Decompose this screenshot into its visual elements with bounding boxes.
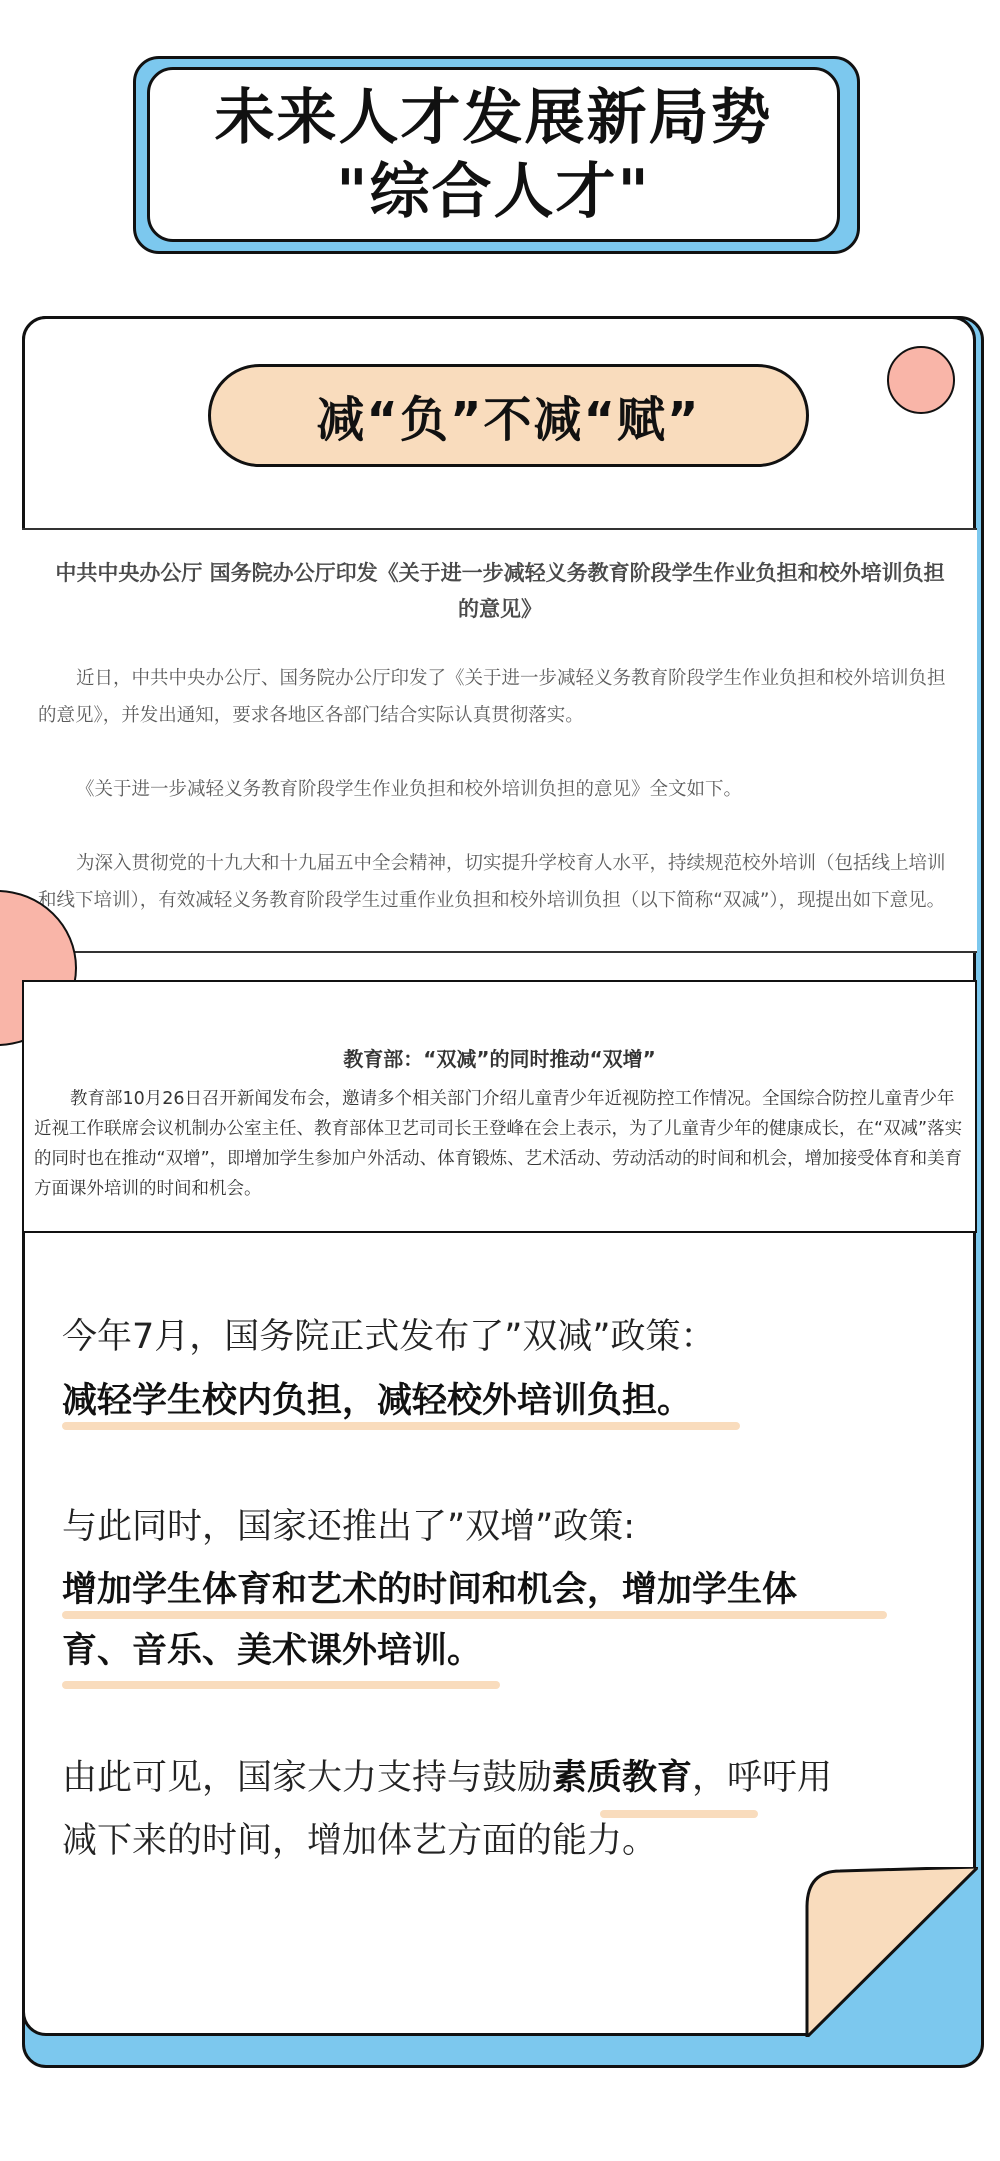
decorative-circle-top-right xyxy=(887,346,955,414)
keyword-quality-education: 素质教育 xyxy=(552,1758,693,1798)
page-title-line1: 未来人才发展新局势 xyxy=(214,82,773,153)
body-paragraph-2-intro: 与此同时，国家还推出了”双增”政策: xyxy=(62,1507,636,1547)
news-excerpt-body: 教育部10月26日召开新闻发布会，邀请多个相关部门介绍儿童青少年近视防控工作情况。全国综合防控儿童青少年近视工作联席会议机制办公室主任、教育部体卫艺司司长王登峰在会上表示，为了儿童青少年的健康成长，在“双减”落实的同时也在推动“双增”，即增加学生参加户外活动、体育锻炼、艺术活动、劳动活动的时间和机会，增加接受体育和美育方面课外培训的时间和机会。 xyxy=(34,1089,963,1199)
body-paragraph-1-highlight: 减轻学生校内负担，减轻校外培训负担。 xyxy=(62,1381,693,1421)
body-paragraph-3-line1 xyxy=(62,1747,832,1809)
body-paragraph-2-highlight-line1: 增加学生体育和艺术的时间和机会，增加学生体 xyxy=(62,1570,798,1610)
policy-document-paragraph: 近日，中共中央办公厅、国务院办公厅印发了《关于进一步减轻义务教育阶段学生作业负担和校外培训负担的意见》，并发出通知，要求各地区各部门结合实际认真贯彻落实。 xyxy=(38,668,946,726)
folded-corner-decoration xyxy=(800,1867,978,2037)
subtitle-text: 减“负”不减“赋” xyxy=(316,392,701,448)
title-card xyxy=(147,67,840,242)
news-excerpt-title: 教育部：“双减”的同时推动“双增” xyxy=(343,1047,656,1071)
policy-document-title: 中共中央办公厅 国务院办公厅印发《关于进一步减轻义务教育阶段学生作业负担和校外培训负担的意见》 xyxy=(55,561,945,621)
body-paragraph-3-line2: 减下来的时间，增加体艺方面的能力。 xyxy=(62,1821,658,1861)
subtitle-pill xyxy=(208,364,809,467)
body-paragraph-1-intro: 今年7月，国务院正式发布了”双减”政策： xyxy=(62,1317,716,1357)
body-paragraph-2-highlight-line2: 育、音乐、美术课外培训。 xyxy=(62,1631,483,1671)
page-title-line2: "综合人才" xyxy=(336,156,651,227)
policy-document-paragraph: 为深入贯彻党的十九大和十九届五中全会精神，切实提升学校育人水平，持续规范校外培训（包括线上培训和线下培训），有效减轻义务教育阶段学生过重作业负担和校外培训负担（以下简称“双减”），现提出如下意见。 xyxy=(38,853,946,911)
body-paragraph-3-text: ，呼吁用 xyxy=(692,1758,833,1798)
body-paragraph-3-text: 由此可见，国家大力支持与鼓励 xyxy=(62,1758,553,1798)
policy-document-paragraph: 《关于进一步减轻义务教育阶段学生作业负担和校外培训负担的意见》全文如下。 xyxy=(76,779,743,800)
highlight-underline xyxy=(62,1681,500,1689)
